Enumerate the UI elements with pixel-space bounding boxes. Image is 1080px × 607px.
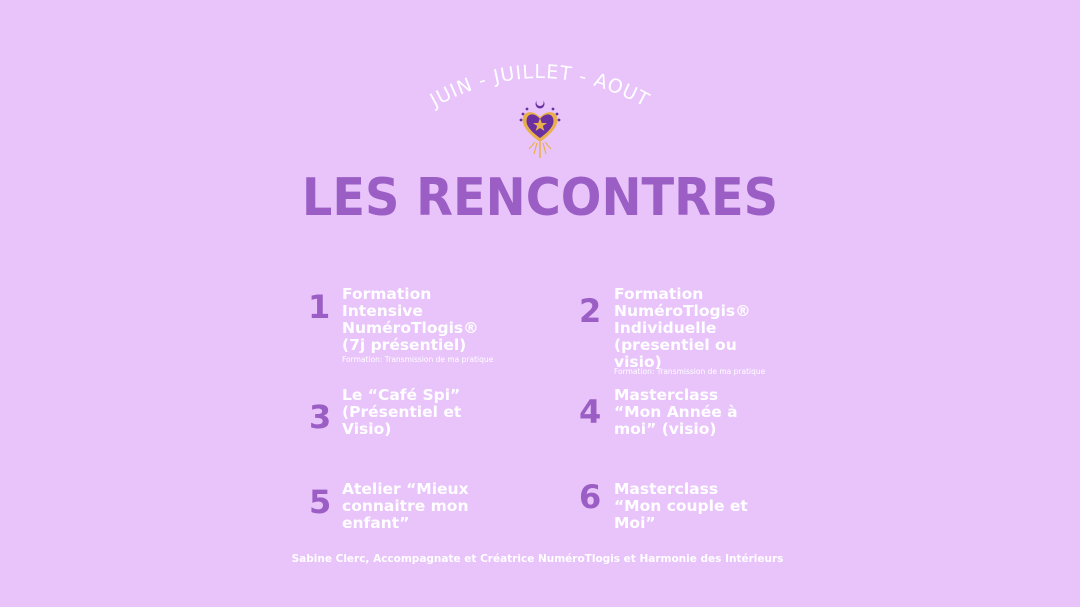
item-1-number: 1 bbox=[308, 288, 331, 326]
item-5-number: 5 bbox=[309, 483, 332, 521]
item-2-sub: Formation: Transmission de ma pratique bbox=[614, 367, 766, 376]
item-1-sub: Formation: Transmission de ma pratique bbox=[342, 355, 494, 364]
page-title: LES RENCONTRES bbox=[301, 168, 779, 228]
item-6-label: Masterclass “Mon couple et Moi” bbox=[614, 480, 748, 532]
item-4-number: 4 bbox=[579, 393, 602, 431]
months-text: JUIN - JUILLET - AOUT bbox=[426, 60, 654, 112]
item-2-number: 2 bbox=[579, 292, 602, 330]
item-6-number: 6 bbox=[579, 478, 602, 516]
footer-credit: Sabine Clerc, Accompagnate et Créatrice NuméroTlogis et Harmonie des Intérieurs bbox=[291, 553, 784, 565]
item-4-label: Masterclass “Mon Année à moi” (visio) bbox=[614, 386, 738, 438]
item-2-label: Formation NuméroTlogis® Individuelle (presentiel ou visio) bbox=[614, 285, 751, 371]
item-3-number: 3 bbox=[309, 398, 332, 436]
heart-star-emblem-icon bbox=[516, 98, 564, 160]
item-1-label: Formation Intensive NuméroTlogis® (7j présentiel) bbox=[342, 285, 479, 354]
item-3-label: Le “Café Spi” (Présentiel et Visio) bbox=[342, 386, 462, 438]
item-5-label: Atelier “Mieux connaitre mon enfant” bbox=[342, 480, 469, 532]
